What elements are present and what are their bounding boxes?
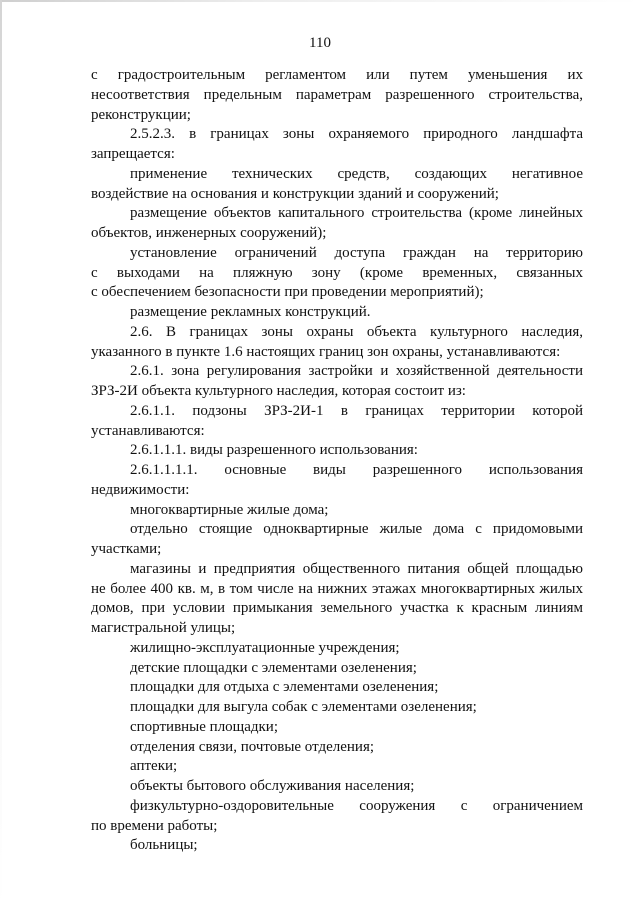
text-line: размещение рекламных конструкций. bbox=[130, 304, 371, 320]
text-line: указанного в пункте 1.6 настоящих границ зон охраны, устанавливаются: bbox=[91, 343, 561, 360]
scan-edge-left bbox=[0, 0, 2, 909]
text-line: физкультурно-оздоровительные сооружения с ограничением bbox=[130, 797, 583, 814]
text-line: реконструкции; bbox=[91, 106, 191, 123]
text-line: применение технических средств, создающих негативное bbox=[130, 165, 583, 182]
text-line: объекты бытового обслуживания населения; bbox=[130, 778, 415, 794]
scan-edge-top bbox=[0, 0, 640, 2]
text-line: магистральной улицы; bbox=[91, 620, 236, 636]
text-line: магазины и предприятия общественного питания общей площадью bbox=[130, 560, 583, 577]
text-line: воздействие на основания и конструкции зданий и сооружений; bbox=[91, 185, 499, 202]
text-line: установление ограничений доступа граждан на территорию bbox=[130, 244, 583, 261]
text-line: не более 400 кв. м, в том числе на нижних этажах многоквартирных жилых bbox=[91, 580, 583, 597]
text-line: многоквартирные жилые дома; bbox=[130, 501, 329, 518]
text-line: по времени работы; bbox=[91, 817, 218, 834]
text-line: 2.5.2.3. в границах зоны охраняемого природного ландшафта bbox=[130, 126, 583, 143]
text-line: объектов, инженерных сооружений); bbox=[91, 225, 327, 241]
text-line: детские площадки с элементами озеленения; bbox=[130, 659, 417, 676]
text-line: 2.6.1.1. подзоны ЗРЗ-2И-1 в границах территории которой bbox=[130, 402, 583, 419]
text-line: ЗРЗ-2И объекта культурного наследия, которая состоит из: bbox=[91, 383, 466, 399]
text-line: отделения связи, почтовые отделения; bbox=[130, 738, 375, 755]
text-line: с обеспечением безопасности при проведении мероприятий); bbox=[91, 284, 484, 301]
text-line: аптеки; bbox=[130, 758, 178, 775]
text-line: спортивные площадки; bbox=[130, 718, 279, 735]
text-line: площадки для выгула собак с элементами озеленения; bbox=[130, 699, 477, 715]
page-number: 110 bbox=[309, 35, 331, 51]
text-line: площадки для отдыха с элементами озеленения; bbox=[130, 679, 439, 696]
text-line: отдельно стоящие одноквартирные жилые дома с придомовыми bbox=[130, 521, 583, 538]
text-line: 2.6. В границах зоны охраны объекта культурного наследия, bbox=[130, 323, 583, 340]
text-line: запрещается: bbox=[91, 146, 175, 162]
text-line: с выходами на пляжную зону (кроме временных, связанных bbox=[91, 264, 583, 281]
text-line: несоответствия предельным параметрам разрешенного строительства, bbox=[91, 86, 583, 103]
text-line: участками; bbox=[91, 541, 162, 557]
text-line: жилищно-эксплуатационные учреждения; bbox=[130, 639, 400, 656]
text-line: 2.6.1.1.1.1. основные виды разрешенного использования bbox=[130, 462, 583, 478]
text-line: 2.6.1. зона регулирования застройки и хозяйственной деятельности bbox=[130, 363, 583, 380]
text-line: с градостроительным регламентом или путем уменьшения их bbox=[91, 67, 583, 83]
text-line: размещение объектов капитального строительства (кроме линейных bbox=[130, 205, 583, 222]
text-line: больницы; bbox=[130, 837, 198, 854]
text-line: устанавливаются: bbox=[91, 422, 205, 439]
text-line: домов, при условии примыкания земельного участка к красным линиям bbox=[91, 600, 583, 617]
document-body bbox=[91, 66, 583, 856]
text-line: недвижимости: bbox=[91, 481, 190, 498]
text-line: 2.6.1.1.1. виды разрешенного использования: bbox=[130, 442, 418, 459]
